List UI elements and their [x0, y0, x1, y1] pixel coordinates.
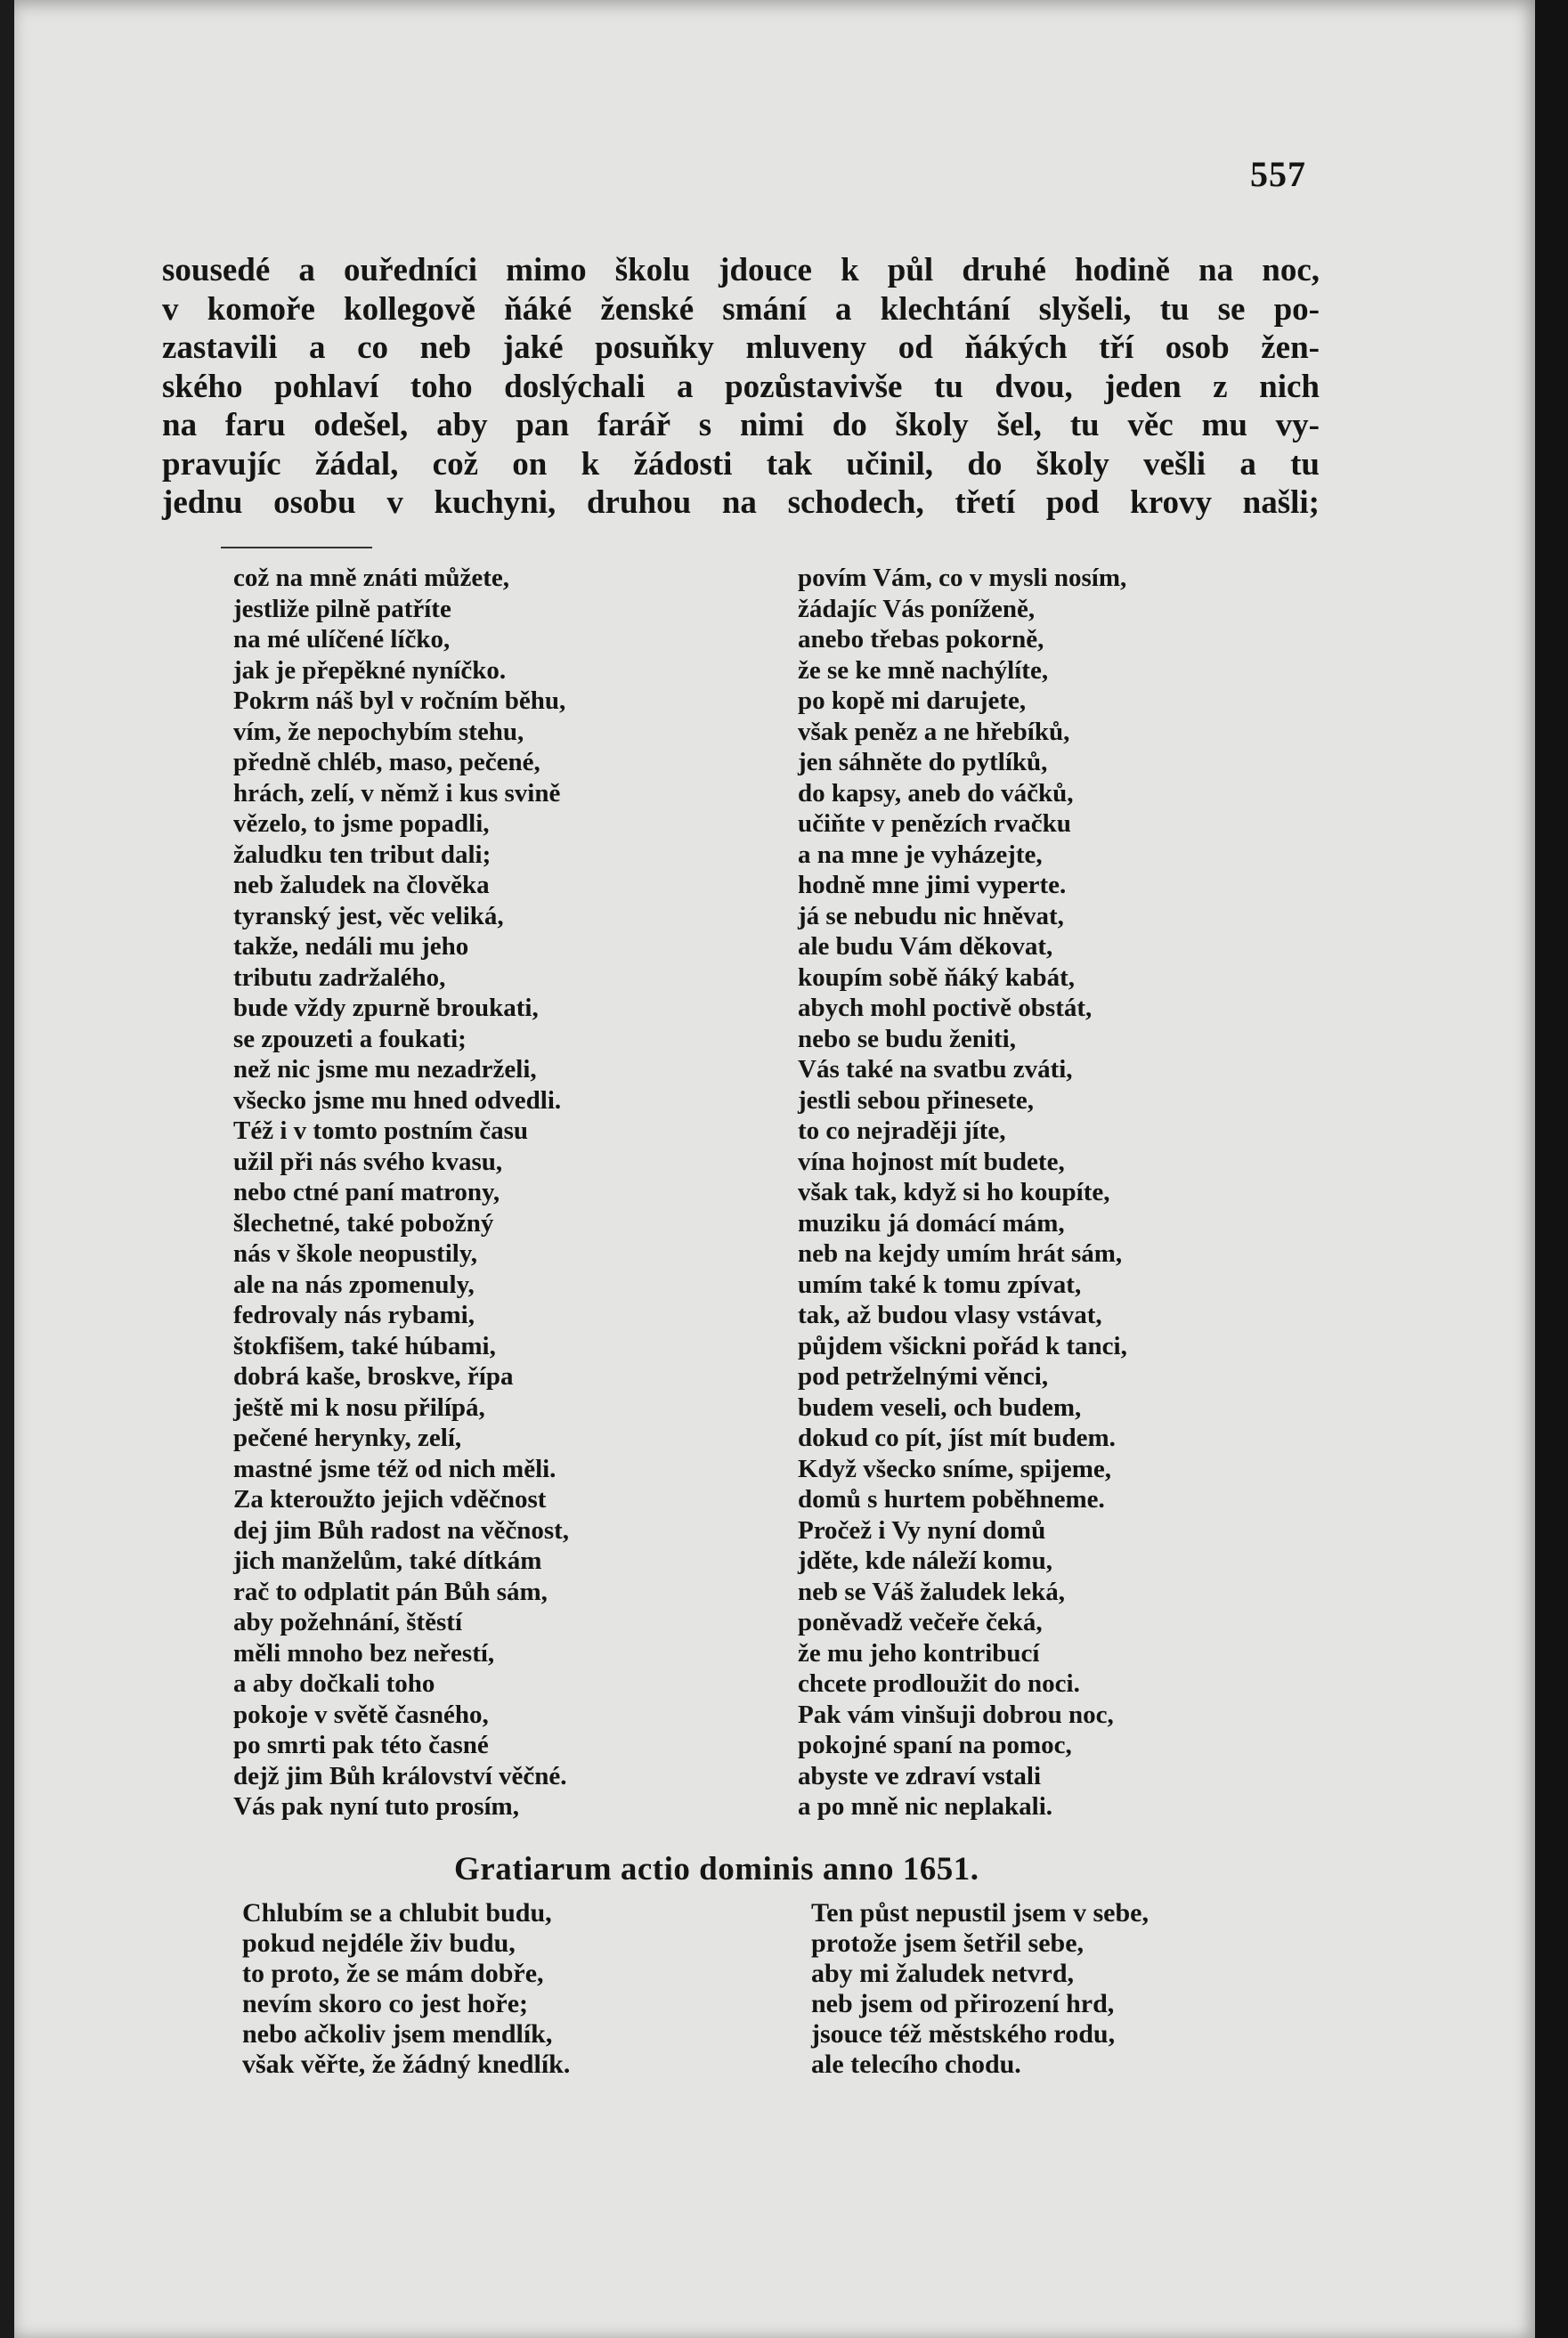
verse-line: poněvadž večeře čeká, — [798, 1608, 1043, 1636]
verse-line: jak je přepěkné nyníčko. — [233, 655, 507, 685]
verse-line: žádajíc Vás poníženě, — [798, 594, 1036, 623]
verse-line: nás v škole neopustily, — [233, 1239, 477, 1268]
verse-line: však peněz a ne hřebíků, — [798, 717, 1070, 746]
verse-line: povím Vám, co v mysli nosím, — [798, 564, 1127, 592]
verse-line: ještě mi k nosu přilípá, — [233, 1392, 485, 1422]
verse-line: že se ke mně nachýlíte, — [798, 655, 1049, 685]
poem-line: jsouce též městského rodu, — [811, 2019, 1116, 2049]
verse-line: však tak, když si ho koupíte, — [798, 1178, 1110, 1206]
verse-line: Pročež i Vy nyní domů — [798, 1515, 1046, 1545]
verse-line: Pokrm náš byl v ročním běhu, — [233, 686, 566, 715]
verse-line: do kapsy, aneb do váčků, — [798, 778, 1074, 808]
verse-line: Též i v tomto postním času — [233, 1116, 529, 1145]
verse-line: já se nebudu nic hněvat, — [798, 901, 1064, 930]
verse-line: fedrovaly nás rybami, — [233, 1301, 475, 1329]
verse-line: pod petrželnými věnci, — [798, 1362, 1049, 1391]
verse-line: že mu jeho kontribucí — [798, 1638, 1040, 1668]
prose-line: zastavili a co neb jaké posuňky mluveny od ňákých tří osob žen- — [162, 329, 1320, 366]
page-edge-shadow — [1535, 0, 1568, 2338]
poem-line: Chlubím se a chlubit budu, — [242, 1898, 552, 1928]
verse-line: hrách, zelí, v němž i kus svině — [233, 778, 561, 808]
verse-line: měli mnoho bez neřestí, — [233, 1638, 495, 1668]
prose-line: sousedé a ouředníci mimo školu jdouce k půl druhé hodině na noc, — [162, 252, 1320, 288]
verse-line: domů s hurtem poběhneme. — [798, 1485, 1105, 1514]
prose-paragraph — [162, 251, 1320, 523]
prose-line: v komoře kollegově ňáké ženské smání a klechtání slyšeli, tu se po- — [162, 290, 1320, 328]
verse-line: dokud co pít, jíst mít budem. — [798, 1424, 1116, 1452]
verse-line: abych mohl poctivě obstát, — [798, 994, 1093, 1022]
verse-line: na mé ulíčené líčko, — [233, 625, 451, 654]
verse-line: a po mně nic neplakali. — [798, 1792, 1053, 1821]
verse-line: jděte, kde náleží komu, — [798, 1546, 1052, 1575]
verse-line: dobrá kaše, broskve, řípa — [233, 1362, 514, 1391]
verse-line: bude vždy zpurně broukati, — [233, 994, 539, 1022]
verse-line: pokojné spaní na pomoc, — [798, 1731, 1072, 1759]
verse-line: ale na nás zpomenuly, — [233, 1270, 475, 1299]
verse-line: mastné jsme též od nich měli. — [233, 1454, 557, 1483]
verse-line: pečené herynky, zelí, — [233, 1424, 462, 1452]
prose-line: ského pohlaví toho doslýchali a pozůstavivše tu dvou, jeden z nich — [162, 368, 1320, 405]
verse-line: vína hojnost mít budete, — [798, 1147, 1065, 1176]
verse-line: abyste ve zdraví vstali — [798, 1761, 1042, 1790]
verse-line: než nic jsme mu nezadrželi, — [233, 1055, 537, 1084]
verse-line: ale budu Vám děkovat, — [798, 932, 1053, 961]
verse-line: učiňte v penězích rvačku — [798, 809, 1071, 838]
verse-line: nebo ctné paní matrony, — [233, 1178, 500, 1206]
verse-line: předně chléb, maso, pečené, — [233, 748, 540, 776]
verse-line: půjdem všickni pořád k tanci, — [798, 1331, 1127, 1360]
poem-line: protože jsem šetřil sebe, — [811, 1928, 1085, 1958]
poem-line: aby mi žaludek netvrd, — [811, 1959, 1075, 1988]
verse-line: štokfišem, také húbami, — [233, 1331, 496, 1360]
verse-line: jestli sebou přinesete, — [798, 1085, 1034, 1115]
verse-line: umím také k tomu zpívat, — [798, 1270, 1082, 1299]
verse-line: Vás pak nyní tuto prosím, — [233, 1792, 519, 1821]
verse-line: koupím sobě ňáký kabát, — [798, 962, 1076, 992]
poem-line: ale telecího chodu. — [811, 2050, 1021, 2079]
verse-line: hodně mne jimi vyperte. — [798, 871, 1067, 899]
footnote-separator-rule — [221, 547, 372, 548]
verse-line: tributu zadržalého, — [233, 962, 446, 992]
verse-line: vím, že nepochybím stehu, — [233, 717, 524, 746]
verse-line: žaludku ten tribut dali; — [233, 840, 492, 869]
verse-line: jestliže pilně patříte — [233, 594, 451, 623]
verse-line: to co nejraději jíte, — [798, 1116, 1006, 1145]
verse-line: budem veseli, och budem, — [798, 1392, 1082, 1422]
verse-line: anebo třebas pokorně, — [798, 625, 1044, 654]
poem-column-left — [242, 1898, 570, 2080]
verse-line: dej jim Bůh radost na věčnost, — [233, 1515, 570, 1545]
verse-line: Když všecko sníme, spijeme, — [798, 1454, 1111, 1483]
verse-line: po smrti pak této časné — [233, 1731, 489, 1759]
page-number: 557 — [1250, 154, 1306, 194]
verse-line: což na mně znáti můžete, — [233, 564, 510, 592]
verse-line: dejž jim Bůh království věčné. — [233, 1761, 567, 1790]
verse-line: chcete prodloužit do noci. — [798, 1669, 1080, 1698]
verse-line: rač to odplatit pán Bůh sám, — [233, 1577, 548, 1606]
verse-line: Za kteroužto jejich vděčnost — [233, 1485, 547, 1514]
prose-line: na faru odešel, aby pan farář s nimi do školy šel, tu věc mu vy- — [162, 407, 1320, 443]
verse-column-right — [798, 563, 1127, 1823]
verse-line: jen sáhněte do pytlíků, — [798, 748, 1048, 776]
poem-line: však věřte, že žádný knedlík. — [242, 2050, 571, 2079]
verse-line: Vás také na svatbu zváti, — [798, 1055, 1073, 1084]
verse-line: Pak vám vinšuji dobrou noc, — [798, 1700, 1114, 1729]
poem-column-right — [811, 1898, 1149, 2080]
poem-line: neb jsem od přirození hrd, — [811, 1989, 1115, 2018]
verse-line: neb se Váš žaludek leká, — [798, 1577, 1065, 1606]
section-title: Gratiarum actio dominis anno 1651. — [454, 1851, 979, 1887]
verse-line: vězelo, to jsme popadli, — [233, 809, 490, 838]
verse-line: po kopě mi darujete, — [798, 686, 1027, 715]
verse-line: se zpouzeti a foukati; — [233, 1024, 467, 1053]
verse-line: a aby dočkali toho — [233, 1669, 435, 1698]
poem-line: to proto, že se mám dobře, — [242, 1959, 544, 1988]
poem-line: Ten půst nepustil jsem v sebe, — [811, 1898, 1149, 1928]
book-page — [14, 0, 1535, 2338]
verse-line: neb na kejdy umím hrát sám, — [798, 1239, 1123, 1268]
verse-line: a na mne je vyházejte, — [798, 840, 1043, 869]
verse-line: užil při nás svého kvasu, — [233, 1147, 503, 1176]
verse-line: pokoje v světě časného, — [233, 1700, 489, 1729]
poem-line: nebo ačkoliv jsem mendlík, — [242, 2019, 553, 2049]
verse-line: takže, nedáli mu jeho — [233, 932, 469, 961]
verse-column-left — [233, 563, 569, 1823]
verse-line: muziku já domácí mám, — [798, 1208, 1065, 1238]
prose-line: jednu osobu v kuchyni, druhou na schodech, třetí pod krovy našli; — [162, 484, 1320, 521]
verse-line: jich manželům, také dítkám — [233, 1546, 542, 1575]
verse-line: všecko jsme mu hned odvedli. — [233, 1085, 562, 1115]
verse-line: nebo se budu ženiti, — [798, 1024, 1016, 1053]
verse-line: tak, až budou vlasy vstávat, — [798, 1301, 1102, 1329]
verse-line: aby požehnání, štěstí — [233, 1608, 463, 1636]
verse-line: tyranský jest, věc veliká, — [233, 901, 504, 930]
verse-line: šlechetné, také pobožný — [233, 1208, 494, 1238]
poem-line: nevím skoro co jest hoře; — [242, 1989, 529, 2018]
poem-line: pokud nejdéle živ budu, — [242, 1928, 516, 1958]
verse-line: neb žaludek na člověka — [233, 871, 490, 899]
prose-line: pravujíc žádal, což on k žádosti tak učinil, do školy vešli a tu — [162, 445, 1320, 483]
